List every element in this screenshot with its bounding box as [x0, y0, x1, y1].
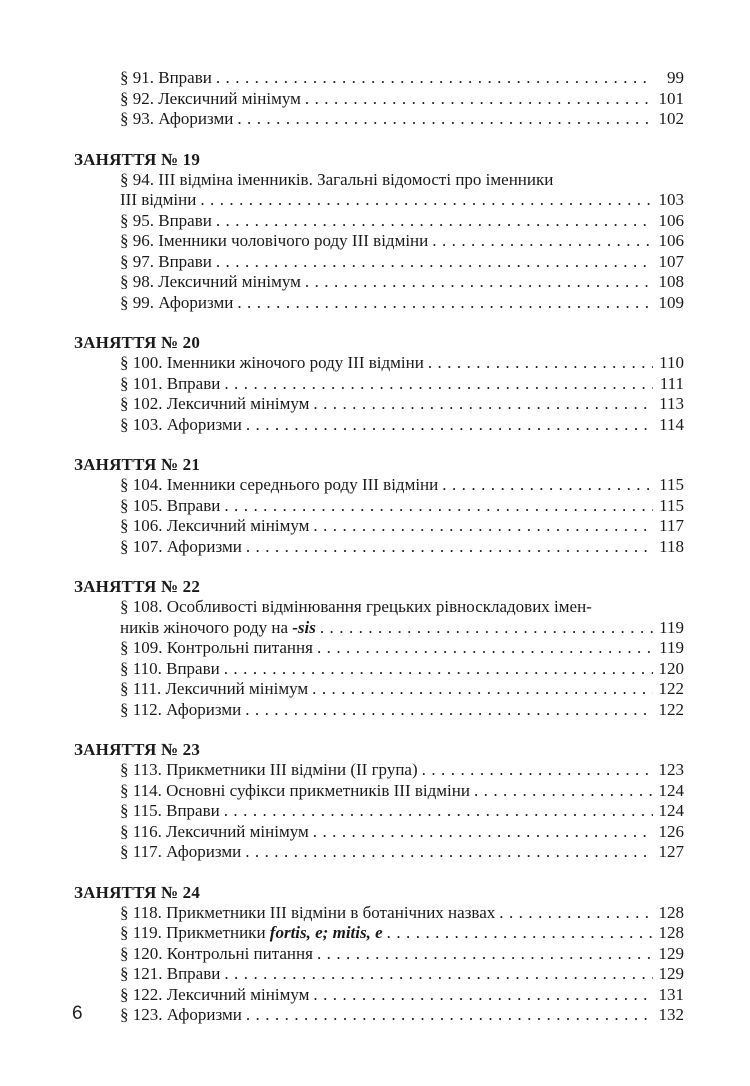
entry-title: § 115. Вправи	[120, 801, 220, 820]
leader-dots	[237, 293, 653, 314]
leader-dots	[200, 190, 653, 211]
toc-entry[interactable]	[74, 353, 684, 374]
entry-page: 128	[658, 923, 684, 942]
entry-title	[120, 923, 383, 944]
entry-title: § 109. Контрольні питання	[120, 638, 313, 657]
entry-page: 119	[659, 617, 684, 637]
entry-page: 131	[658, 984, 684, 1004]
entry-title: § 95. Вправи	[120, 210, 212, 230]
leader-dots	[216, 68, 653, 89]
entry-page: 122	[658, 699, 684, 719]
toc-entry[interactable]	[74, 89, 684, 110]
toc-entry[interactable]	[74, 415, 684, 436]
leader-dots	[246, 415, 653, 436]
entry-title	[120, 618, 316, 639]
entry-title: § 114. Основні суфікси прикметників ІІІ відміни	[120, 780, 470, 800]
leader-dots	[313, 822, 653, 843]
entry-title: § 105. Вправи	[120, 495, 221, 515]
lesson-heading: ЗАНЯТТЯ № 19	[74, 149, 201, 169]
leader-dots	[312, 679, 653, 700]
entry-title: § 116. Лексичний мінімум	[120, 821, 309, 841]
entry-title-text: § 119. Прикметники	[120, 923, 270, 942]
entry-title: § 100. Іменники жіночого роду ІІІ відміни	[120, 353, 424, 372]
toc-entry[interactable]	[74, 374, 684, 395]
entry-page: 128	[658, 902, 684, 922]
toc-entry[interactable]	[74, 679, 684, 700]
leader-dots	[387, 923, 653, 944]
entry-title: § 92. Лексичний мінімум	[120, 88, 301, 108]
toc-group-top	[74, 68, 684, 130]
toc-entry-line1[interactable]: § 94. ІІІ відміна іменників. Загальні відомості про іменники	[120, 169, 554, 189]
leader-dots	[224, 659, 653, 680]
leader-dots	[237, 109, 653, 130]
entry-title: § 103. Афоризми	[120, 414, 242, 434]
toc-entry[interactable]	[74, 1005, 684, 1026]
leader-dots	[422, 760, 653, 781]
entry-page: 129	[658, 964, 684, 983]
toc-entry[interactable]	[74, 537, 684, 558]
toc-entry[interactable]	[74, 842, 684, 863]
entry-title: § 110. Вправи	[120, 658, 220, 678]
toc-entry[interactable]	[74, 496, 684, 517]
entry-page: 120	[658, 658, 684, 678]
entry-page: 114	[659, 414, 684, 434]
entry-page: 122	[658, 679, 684, 698]
toc-entry[interactable]	[74, 760, 684, 781]
entry-page: 124	[658, 801, 684, 820]
leader-dots	[499, 903, 653, 924]
leader-dots	[246, 1005, 653, 1026]
entry-title: § 107. Афоризми	[120, 536, 242, 556]
entry-title: § 93. Афоризми	[120, 109, 234, 128]
toc-entry[interactable]	[74, 822, 684, 843]
entry-title: § 101. Вправи	[120, 373, 221, 393]
leader-dots	[320, 618, 653, 639]
toc-entry[interactable]	[74, 475, 684, 496]
entry-title: § 98. Лексичний мінімум	[120, 272, 301, 291]
leader-dots	[317, 944, 653, 965]
leader-dots	[317, 638, 653, 659]
lesson-heading: ЗАНЯТТЯ № 21	[74, 455, 201, 474]
toc-entry[interactable]	[74, 903, 684, 924]
entry-page: 123	[658, 760, 684, 779]
entry-page: 106	[658, 231, 684, 250]
entry-title: § 123. Афоризми	[120, 1005, 242, 1024]
entry-page: 127	[658, 842, 684, 861]
entry-page: 113	[659, 394, 684, 413]
leader-dots	[245, 700, 653, 721]
latin-ending: -sis	[292, 617, 316, 637]
leader-dots	[313, 394, 653, 415]
toc-entry[interactable]	[74, 231, 684, 252]
entry-title: § 99. Афоризми	[120, 292, 234, 312]
entry-page: 103	[658, 190, 684, 209]
leader-dots	[224, 374, 653, 395]
entry-title: § 121. Вправи	[120, 964, 221, 983]
toc-entry[interactable]	[74, 638, 684, 659]
leader-dots	[224, 964, 653, 985]
entry-page: 124	[658, 780, 684, 800]
lesson-heading: ЗАНЯТТЯ № 22	[74, 577, 201, 596]
entry-page: 99	[667, 68, 684, 87]
toc-entry[interactable]	[74, 293, 684, 314]
leader-dots	[305, 272, 653, 293]
entry-title: § 122. Лексичний мінімум	[120, 984, 310, 1004]
leader-dots	[216, 211, 653, 232]
entry-page: 129	[658, 943, 684, 963]
entry-page: 132	[658, 1005, 684, 1024]
leader-dots	[442, 475, 653, 496]
leader-dots	[224, 496, 653, 517]
entry-page: 115	[659, 495, 684, 515]
entry-page: 107	[658, 251, 684, 271]
toc-entry[interactable]	[74, 211, 684, 232]
toc-entry-line1[interactable]: § 108. Особливості відмінювання грецьких рівноскладових імен-	[120, 597, 592, 616]
leader-dots	[246, 537, 653, 558]
table-of-contents	[74, 68, 684, 1026]
entry-title: § 102. Лексичний мінімум	[120, 394, 310, 413]
entry-page: 115	[659, 475, 684, 494]
entry-page: 111	[659, 373, 684, 393]
toc-entry[interactable]	[74, 516, 684, 537]
toc-entry[interactable]	[74, 618, 684, 639]
entry-page: 117	[659, 516, 684, 535]
latin-adjectives: fortis, e; mitis, e	[269, 923, 383, 942]
entry-title: § 104. Іменники середнього роду ІІІ відміни	[120, 475, 439, 494]
toc-entry[interactable]	[74, 68, 684, 89]
lesson-heading: ЗАНЯТТЯ № 23	[74, 740, 201, 759]
entry-page: 118	[659, 536, 684, 556]
toc-entry[interactable]	[74, 964, 684, 985]
entry-title: § 91. Вправи	[120, 68, 212, 87]
entry-title: § 106. Лексичний мінімум	[120, 516, 310, 535]
entry-title: § 113. Прикметники ІІІ відміни (ІІ група)	[120, 760, 418, 779]
entry-page: 108	[658, 272, 684, 291]
toc-entry[interactable]	[74, 985, 684, 1006]
entry-title: § 117. Афоризми	[120, 842, 242, 861]
entry-title: § 97. Вправи	[120, 251, 212, 271]
toc-entry[interactable]	[74, 394, 684, 415]
leader-dots	[474, 781, 653, 802]
entry-title: § 112. Афоризми	[120, 699, 242, 719]
leader-dots	[305, 89, 653, 110]
entry-page: 109	[658, 292, 684, 312]
entry-title: § 96. Іменники чоловічого роду ІІІ відміни	[120, 231, 429, 250]
toc-entry[interactable]	[74, 109, 684, 130]
toc-entry[interactable]	[74, 923, 684, 944]
toc-entry[interactable]	[74, 801, 684, 822]
entry-page: 101	[658, 88, 684, 108]
lesson-heading: ЗАНЯТТЯ № 24	[74, 882, 201, 902]
toc-entry[interactable]	[74, 190, 684, 211]
entry-page: 110	[659, 353, 684, 372]
toc-entry[interactable]	[74, 944, 684, 965]
toc-entry[interactable]	[74, 700, 684, 721]
entry-page: 102	[658, 109, 684, 128]
entry-page: 106	[658, 210, 684, 230]
entry-page: 119	[659, 638, 684, 657]
leader-dots	[313, 985, 653, 1006]
toc-entry[interactable]	[74, 272, 684, 293]
entry-title: § 120. Контрольні питання	[120, 943, 313, 963]
leader-dots	[224, 801, 653, 822]
page-number: 6	[72, 1003, 83, 1024]
toc-entry[interactable]	[74, 781, 684, 802]
leader-dots	[428, 353, 653, 374]
entry-title: § 111. Лексичний мінімум	[120, 679, 309, 698]
lesson-heading: ЗАНЯТТЯ № 20	[74, 333, 201, 352]
leader-dots	[245, 842, 653, 863]
entry-title: § 118. Прикметники ІІІ відміни в ботанічних назвах	[120, 902, 496, 922]
toc-entry[interactable]	[74, 252, 684, 273]
entry-page: 126	[658, 821, 684, 841]
leader-dots	[216, 252, 653, 273]
entry-title-text: ників жіночого роду на	[120, 617, 293, 637]
entry-title: ІІІ відміни	[120, 190, 197, 209]
leader-dots	[313, 516, 653, 537]
toc-entry[interactable]	[74, 659, 684, 680]
leader-dots	[432, 231, 653, 252]
